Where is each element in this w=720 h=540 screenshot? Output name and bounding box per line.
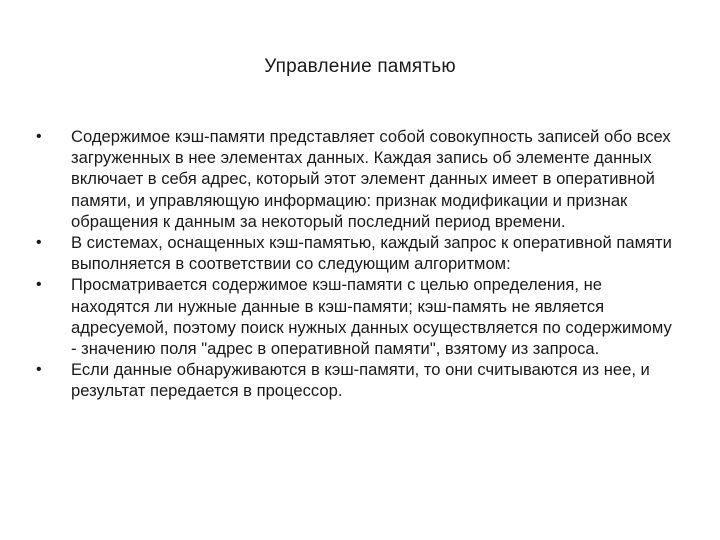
bullet-marker: • xyxy=(36,361,42,379)
bullet-marker: • xyxy=(36,234,42,252)
bullet-text: В системах, оснащенных кэш-памятью, каждый запрос к оперативной памяти выполняется в соответствии со следующим алгоритмом: xyxy=(71,233,672,274)
bullet-text: Просматривается содержимое кэш-памяти с целью определения, не находятся ли нужные данные в кэш-памяти; кэш-память не является адресуемой, поэтому поиск нужных данных осуществляется по содержимому - значению поля "адрес в оперативной памяти", взятому из запроса. xyxy=(71,275,672,359)
bullet-text: Содержимое кэш-памяти представляет собой совокупность записей обо всех загруженных в нее элементах данных. Каждая запись об элементе данных включает в себя адрес, который этот элемент данных имеет в оперативной памяти, и управляющую информацию: признак модификации и признак обращения к данным за некоторый последний период времени. xyxy=(71,127,671,231)
bullet-item xyxy=(36,274,676,359)
bullet-marker: • xyxy=(36,128,42,145)
bullet-text: Если данные обнаруживаются в кэш-памяти, то они считываются из нее, и результат передается в процессор. xyxy=(71,360,650,401)
bullet-list xyxy=(36,126,676,402)
bullet-item xyxy=(36,359,676,401)
bullet-item xyxy=(36,126,676,232)
slide-title: Управление памятью xyxy=(264,56,456,77)
bullet-item xyxy=(36,232,676,274)
bullet-marker: • xyxy=(36,276,42,294)
